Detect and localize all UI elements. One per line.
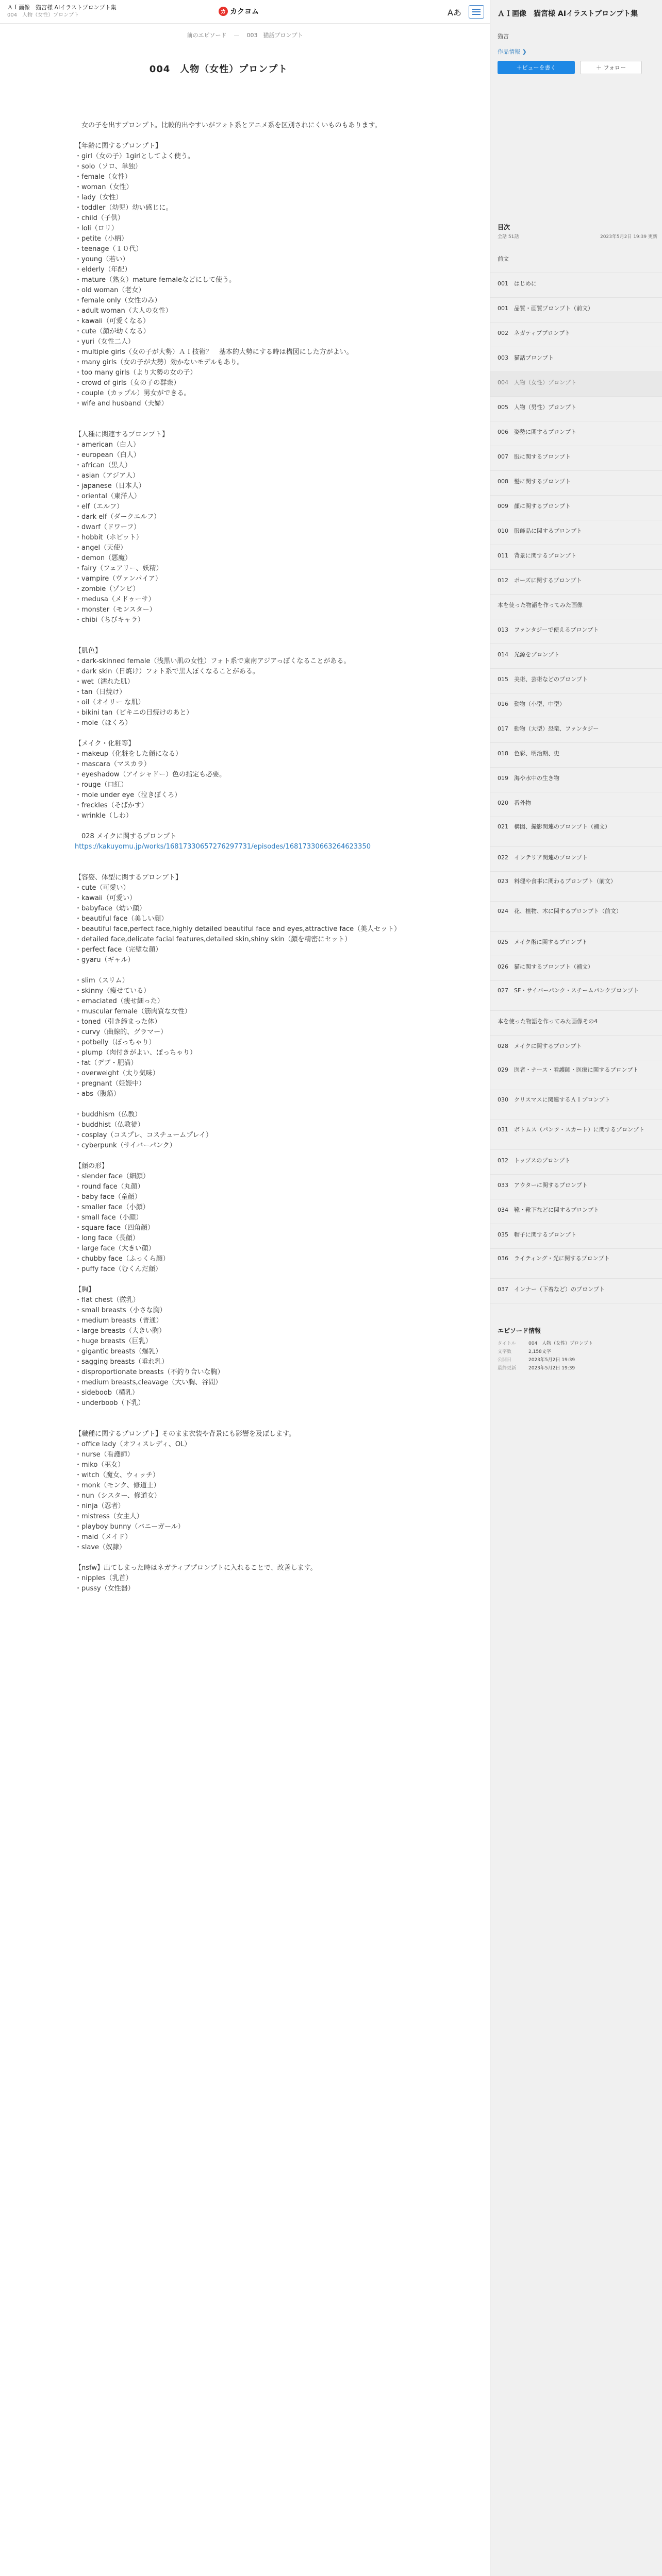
episode-title: 004 人物（女性）プロンプト [149, 64, 288, 75]
body-line: ・babyface（幼い顔） [75, 905, 146, 912]
body-line: 【人種に関連するプロンプト】 [75, 431, 169, 438]
body-line: ・vampire（ヴァンパイア） [75, 575, 162, 583]
toc-item[interactable]: 023 料理や食事に関わるプロンプト（前文） [490, 872, 662, 902]
body-line: ・wrinkle（しわ） [75, 812, 133, 820]
body-line: ・american（白人） [75, 441, 140, 449]
body-line: ・many girls（女の子が大勢）効かないモデルもあり。 [75, 359, 244, 366]
toc-item[interactable]: 036 ライティング・光に関するプロンプト [490, 1249, 662, 1279]
body-line: ・european（白人） [75, 451, 140, 459]
body-line: ・huge breasts（巨乳） [75, 1337, 152, 1345]
body-line: ・zombie（ゾンビ） [75, 585, 140, 593]
body-line: ・angel（天使） [75, 544, 127, 552]
toc-item[interactable]: 前文 [490, 248, 662, 273]
body-line [75, 1553, 418, 1563]
toc-item[interactable]: 018 色彩、明治期、史 [490, 743, 662, 768]
toc-item[interactable]: 本を使った物語を作ってみた画像 [490, 595, 662, 619]
site-header [0, 0, 490, 24]
stat-value: 2023年5月2日 19:39 [528, 1366, 575, 1371]
toc-item[interactable]: 015 美術、芸術などのプロンプト [490, 669, 662, 693]
toc-item[interactable]: 001 品質・画質プロンプト（前文） [490, 298, 662, 323]
body-line [75, 636, 418, 646]
toc-item[interactable]: 024 花、植物、木に関するプロンプト（前文） [490, 902, 662, 931]
body-line: ・cyberpunk（サイバーパンク） [75, 1142, 176, 1149]
toc-item[interactable]: 020 番外物 [490, 792, 662, 817]
toc-item[interactable]: 030 クリスマスに関連するＡＩプロンプト [490, 1090, 662, 1120]
body-line: ・puffy face（むくんだ顔） [75, 1265, 162, 1273]
body-line [75, 409, 418, 419]
toc-item[interactable]: 本を使った物語を作ってみた画像その4 [490, 1011, 662, 1036]
body-line: 【顔の形】 [75, 1162, 109, 1170]
body-line: ・japanese（日本人） [75, 482, 145, 490]
body-line: ・slave（奴隷） [75, 1544, 126, 1551]
body-line: ・slender face（細顔） [75, 1173, 150, 1180]
body-line: ・gigantic breasts（爆乳） [75, 1348, 162, 1355]
toc-item[interactable]: 013 ファンタジーで使えるプロンプト [490, 619, 662, 644]
body-line: ・too many girls（より大勢の女の子） [75, 369, 197, 377]
stat-key: 公開日 [498, 1358, 512, 1363]
body-line: ・cute（可愛い） [75, 884, 130, 892]
body-line: ・sagging breasts（垂れ乳） [75, 1358, 169, 1366]
body-line: ・maid（メイド） [75, 1533, 132, 1541]
body-line: ・square face（四角顔） [75, 1224, 155, 1232]
body-line [75, 728, 418, 739]
toc-item[interactable]: 012 ポーズに関するプロンプト [490, 570, 662, 595]
body-line [75, 110, 418, 121]
stat-key: 文字数 [498, 1349, 512, 1354]
stat-key: タイトル [498, 1341, 516, 1346]
write-review-button[interactable]: ＋ビューを書く [498, 61, 575, 74]
sidebar-work-title[interactable]: ＡＩ画像 猫宮様 AIイラストプロンプト集 [498, 10, 638, 18]
body-line: ・dark-skinned female（浅黒い肌の女性）フォト系で東南アジアっぽくなることがある。 [75, 657, 351, 665]
body-line: ・freckles（そばかす） [75, 802, 148, 809]
body-line: ・chibi（ちびキャラ） [75, 616, 144, 624]
kakuyomu-logo[interactable] [219, 6, 259, 16]
toc-item[interactable]: 002 ネガティブプロンプト [490, 323, 662, 347]
body-line: ・adult woman（大人の女性） [75, 307, 172, 315]
body-line: 【nsfw】出てしまった時はネガティブプロンプトに入れることで、改善します。 [75, 1564, 317, 1572]
stat-row [498, 1356, 657, 1364]
body-line [75, 1151, 418, 1161]
body-line: 【メイク・化粧等】 [75, 740, 135, 748]
body-line: ・teenage（１０代） [75, 245, 143, 253]
toc-item[interactable]: 016 動物（小型、中型） [490, 693, 662, 718]
toc-item[interactable]: 003 猫話プロンプト [490, 347, 662, 372]
toc-item[interactable]: 028 メイクに関するプロンプト [490, 1036, 662, 1060]
body-line: ・large breasts（大きい胸） [75, 1327, 166, 1335]
toc-count: 全話 51話 [498, 234, 519, 240]
nav-separator: — [234, 31, 240, 39]
toc-item[interactable]: 029 医者・ナース・看護師・医療に関するプロンプト [490, 1060, 662, 1090]
body-line: ・disproportionate breasts（不釣り合いな胸） [75, 1368, 224, 1376]
body-line [75, 1099, 418, 1110]
body-line: ・overweight（太り気味） [75, 1070, 159, 1077]
toc-item[interactable]: 033 アウターに関するプロンプト [490, 1175, 662, 1199]
header-work-title-text[interactable]: ＡＩ画像 猫宮様 AIイラストプロンプト集 [7, 4, 117, 11]
logo-text: カクヨム [230, 8, 259, 16]
body-line [75, 821, 418, 832]
stat-value: 2,158文字 [528, 1349, 551, 1354]
body-line: ・flat chest（微乳） [75, 1296, 140, 1304]
text-settings-icon[interactable]: Aあ [448, 7, 461, 18]
body-line: ・sideboob（横乳） [75, 1389, 139, 1397]
body-line: ・bikini tan（ビキニの日焼けのあと） [75, 709, 193, 717]
body-line: ・long face（長顔） [75, 1234, 139, 1242]
body-line: ・chubby face（ふっくら顔） [75, 1255, 170, 1263]
body-line: ・nipples（乳首） [75, 1574, 133, 1582]
body-line: ・fat（デブ・肥満） [75, 1059, 138, 1067]
stat-value: 004 人物（女性）プロンプト [528, 1341, 593, 1346]
toc-item[interactable]: 001 はじめに [490, 273, 662, 298]
body-line: ・mole（ほくろ） [75, 719, 132, 727]
body-line: 028 メイクに関するプロンプト [75, 833, 177, 840]
body-line: ・monk（モンク、修道士） [75, 1482, 160, 1489]
body-line: ・makeup（化粧をした顔になる） [75, 750, 183, 758]
toc-item[interactable]: 035 帽子に関するプロンプト [490, 1224, 662, 1249]
body-line: ・medium breasts（普通） [75, 1317, 163, 1325]
body-line: ・curvy（曲線的、グラマー） [75, 1028, 168, 1036]
body-line: ・young（若い） [75, 256, 129, 263]
body-line: ・playboy bunny（バニーガール） [75, 1523, 185, 1531]
body-line: ・african（黒人） [75, 462, 131, 469]
body-line: ・mistress（女主人） [75, 1513, 143, 1520]
body-line [75, 625, 418, 636]
toc-item[interactable]: 034 靴・靴下などに関するプロンプト [490, 1199, 662, 1224]
body-line: 【職種に関するプロンプト】そのまま衣装や背景にも影響を及ぼします。 [75, 1430, 295, 1438]
body-line: ・female（女性） [75, 173, 131, 181]
body-line: ・rouge（口紅） [75, 781, 128, 789]
next-episode-link[interactable]: 003 猫話プロンプト [246, 32, 303, 39]
body-line: ・muscular female（筋肉質な女性） [75, 1008, 191, 1015]
body-line: ・plump（肉付きがよい、ぽっちゃり） [75, 1049, 197, 1057]
toc-item[interactable]: 037 インナー（下着など）のプロンプト [490, 1279, 662, 1303]
follow-button[interactable]: ＋ フォロー [580, 61, 642, 74]
reading-main [0, 24, 490, 2576]
body-line: ・petite（小柄） [75, 235, 128, 243]
body-line: 女の子を出すプロンプト。比較的出やすいがフォト系とアニメ系を区別されにくいものもあります。 [75, 122, 382, 129]
body-line: ・multiple girls（女の子が大勢）ＡＩ技術？ 基本的大勢にする時は構図にした方がよい。 [75, 348, 353, 356]
body-line: ・toddler（幼児）幼い感じに。 [75, 204, 173, 212]
toc-item[interactable]: 010 服飾品に関するプロンプト [490, 520, 662, 545]
header-episode-subtitle: 004 人物（女性）プロンプト [7, 12, 79, 18]
episode-body [75, 110, 418, 1594]
body-line [75, 1275, 418, 1285]
toc-item[interactable]: 014 光源をプロンプト [490, 644, 662, 669]
body-line: ・fairy（フェアリー、妖精） [75, 565, 163, 572]
toc-item[interactable]: 025 メイク術に関するプロンプト [490, 931, 662, 956]
body-line [75, 965, 418, 976]
toc-list [490, 248, 662, 1303]
episode-link[interactable]: https://kakuyomu.jp/works/16817330657276297731/episodes/16817330663264623350 [75, 843, 371, 851]
body-line [75, 862, 418, 873]
body-line: ・miko（巫女） [75, 1461, 125, 1469]
toc-item[interactable]: 008 髪に関するプロンプト [490, 471, 662, 496]
body-line: ・medusa（メドゥーサ） [75, 596, 155, 603]
body-line: ・elderly（年配） [75, 266, 131, 274]
body-line: ・emaciated（痩せ細った） [75, 997, 164, 1005]
body-line: ・nurse（看護師） [75, 1451, 134, 1459]
body-line: ・ninja（忍者） [75, 1502, 125, 1510]
toc-item[interactable]: 006 姿勢に関するプロンプト [490, 421, 662, 446]
header-work-title[interactable] [7, 4, 126, 19]
episode-info-heading: エピソード情報 [498, 1327, 541, 1334]
body-line: ・cosplay（コスプレ、コスチュームプレイ） [75, 1131, 213, 1139]
body-line: ・asian（アジア人） [75, 472, 140, 480]
toc-heading: 目次 [498, 224, 510, 231]
toc-item[interactable]: 011 背景に関するプロンプト [490, 545, 662, 570]
body-line: ・round face（丸顔） [75, 1183, 144, 1191]
sidebar-author[interactable]: 猫宮 [498, 33, 509, 40]
body-line: ・dark elf（ダークエルフ） [75, 513, 161, 521]
body-line: ・yuri（女性二人） [75, 338, 135, 346]
body-line: ・kawaii（可愛い） [75, 894, 137, 902]
hamburger-menu-icon[interactable] [469, 5, 484, 19]
body-line: ・couple（カップル）男女ができる。 [75, 389, 191, 397]
body-line: ・oriental（東洋人） [75, 493, 141, 500]
body-line: 【年齢に関するプロンプト】 [75, 142, 162, 150]
body-line: ・demon（悪魔） [75, 554, 132, 562]
toc-item[interactable]: 019 海や水中の生き物 [490, 768, 662, 792]
toc-item[interactable]: 026 猫に関するプロンプト（補文） [490, 956, 662, 981]
body-line: 【胸】 [75, 1286, 95, 1294]
body-line [75, 131, 418, 141]
stat-row [498, 1348, 657, 1356]
body-line: ・lady（女性） [75, 194, 123, 201]
body-line: ・crowd of girls（女の子の群衆） [75, 379, 180, 387]
episode-info [498, 1340, 657, 1372]
body-line: ・office lady（オフィスレディ、OL） [75, 1440, 191, 1448]
body-line: ・abs（腹筋） [75, 1090, 120, 1098]
body-line: ・wet（濡れた肌） [75, 678, 134, 686]
toc-item[interactable]: 032 トップスのプロンプト [490, 1150, 662, 1175]
body-line: ・child（子供） [75, 214, 124, 222]
prev-episode-link[interactable]: 前のエピソード [187, 32, 227, 39]
body-line: 【容姿、体型に関するプロンプト】 [75, 874, 183, 882]
body-line: ・oil（オイリー な肌） [75, 699, 145, 706]
body-line: ・wife and husband（夫婦） [75, 400, 168, 408]
logo-mark-icon: カ [219, 7, 228, 16]
body-line: ・baby face（童顔） [75, 1193, 141, 1201]
body-line: ・buddhism（仏教） [75, 1111, 142, 1118]
toc-item[interactable]: 031 ボトムス（パンツ・スカート）に関するプロンプト [490, 1120, 662, 1150]
body-line: ・small breasts（小さな胸） [75, 1307, 167, 1314]
body-line: ・monster（モンスター） [75, 606, 156, 614]
body-line: ・solo（ソロ、単独） [75, 163, 142, 171]
body-line: ・cute（顔が幼くなる） [75, 328, 150, 335]
body-line: ・pregnant（妊娠中） [75, 1080, 146, 1088]
episode-nav [0, 31, 490, 39]
body-line [75, 852, 418, 862]
body-line: ・medium breasts,cleavage（大い胸、谷間） [75, 1379, 222, 1386]
body-line: ・toned（引き締まった体） [75, 1018, 161, 1026]
body-line: ・slim（スリム） [75, 977, 129, 985]
body-line: ・hobbit（ホビット） [75, 534, 143, 541]
body-line: ・mole under eye（泣きぼくろ） [75, 791, 181, 799]
body-line: ・beautiful face（美しい顔） [75, 915, 168, 923]
body-line: ・elf（エルフ） [75, 503, 124, 511]
body-line: ・kawaii（可愛くなる） [75, 317, 150, 325]
body-line: ・dwarf（ドワーフ） [75, 523, 141, 531]
body-line: ・gyaru（ギャル） [75, 956, 135, 964]
body-line: ・beautiful face,perfect face,highly detailed beautiful face and eyes,attractive face（美人セット） [75, 925, 401, 933]
toc-item[interactable]: 009 顔に関するプロンプト [490, 496, 662, 520]
body-line: 【肌色】 [75, 647, 102, 655]
body-line: ・pussy（女性器） [75, 1585, 135, 1592]
body-line: ・nun（シスター、修道女） [75, 1492, 161, 1500]
work-info-link[interactable]: 作品情報 ❯ [498, 48, 527, 55]
toc-item[interactable]: 004 人物（女性）プロンプト [490, 372, 662, 397]
body-line: ・smaller face（小顔） [75, 1204, 150, 1211]
body-line: ・small face（小顔） [75, 1214, 143, 1222]
body-line: ・tan（日焼け） [75, 688, 126, 696]
stat-value: 2023年5月2日 19:39 [528, 1358, 575, 1363]
toc-item[interactable]: 007 服に関するプロンプト [490, 446, 662, 471]
toc-item[interactable]: 005 人物（男性）プロンプト [490, 397, 662, 421]
body-line: ・female only（女性のみ） [75, 297, 161, 304]
body-line: ・large face（大きい顔） [75, 1245, 155, 1252]
toc-item[interactable]: 027 SF・サイバーパンク・スチームパンクプロンプト [490, 981, 662, 1011]
sidebar [490, 0, 662, 2576]
toc-item[interactable]: 021 構図、撮影関連のプロンプト（補文） [490, 817, 662, 847]
body-line: ・potbelly（ぽっちゃり） [75, 1039, 156, 1046]
body-line: ・skinny（痩せている） [75, 987, 151, 995]
body-line [75, 1419, 418, 1429]
stat-row [498, 1364, 657, 1372]
body-line: ・mascara（マスカラ） [75, 760, 151, 768]
body-line: ・underboob（下乳） [75, 1399, 145, 1407]
toc-item[interactable]: 022 インテリア関連のプロンプト [490, 847, 662, 872]
body-line: ・buddhist（仏教徒） [75, 1121, 144, 1129]
toc-meta [498, 233, 657, 240]
body-line: ・old woman（老女） [75, 286, 145, 294]
body-line: ・dark skin（日焼け）フォト系で黒人ぽくなることがある。 [75, 668, 259, 675]
body-line: ・detailed face,delicate facial features,detailed skin,shiny skin（顔を精密にセット） [75, 936, 352, 943]
body-line [75, 419, 418, 430]
body-line: ・witch（魔女、ウィッチ） [75, 1471, 159, 1479]
body-line: ・loli（ロリ） [75, 225, 118, 232]
toc-updated: 2023年5月2日 19:39 更新 [600, 234, 657, 240]
body-line: ・woman（女性） [75, 183, 133, 191]
body-line [75, 1409, 418, 1419]
body-line: ・girl（女の子）1girlとしてよく使う。 [75, 152, 194, 160]
body-line: ・eyeshadow（アイシャドー）色の指定も必要。 [75, 771, 226, 778]
stat-row [498, 1340, 657, 1348]
toc-item[interactable]: 017 動物（大型）恐竜、ファンタジー [490, 718, 662, 743]
body-line: ・mature（熟女）mature femaleなどにして使う。 [75, 276, 236, 284]
body-line: ・perfect face（完璧な顔） [75, 946, 162, 954]
stat-key: 最終更新 [498, 1366, 517, 1371]
